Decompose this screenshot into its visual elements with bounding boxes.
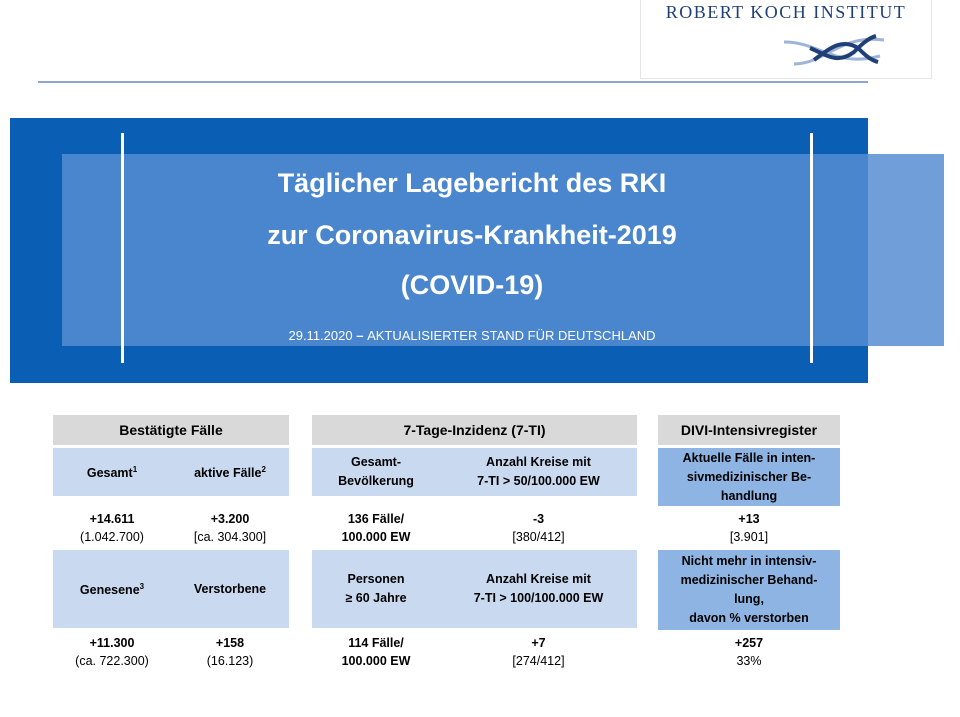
footnote-3: 3 — [139, 582, 145, 592]
report-title-line-2: zur Coronavirus-Krankheit-2019 — [267, 220, 677, 250]
header-divider — [38, 81, 868, 83]
cases-total-value — [53, 510, 171, 546]
districts-50-label-1: Anzahl Kreise mit — [486, 455, 591, 469]
districts-50-delta: -3 — [532, 512, 545, 526]
incidence-population-value-2: 100.000 EW — [341, 530, 411, 544]
districts-100-delta: +7 — [531, 636, 546, 650]
icu-current-label-3: handlung — [720, 488, 778, 503]
cases-active-sum: [ca. 304.300] — [193, 530, 267, 544]
recovered-sum: (ca. 722.300) — [75, 654, 149, 668]
icu-released-delta: +257 — [734, 636, 764, 650]
logo-text: ROBERT KOCH INSTITUT — [665, 2, 907, 22]
cases-total-label — [53, 448, 171, 496]
districts-50-total: [380/412] — [512, 530, 565, 544]
report-scope: AKTUALISIERTER STAND FÜR DEUTSCHLAND — [367, 328, 656, 343]
deaths-value — [171, 634, 289, 670]
icu-released-label-2: medizinischer Behand- — [680, 573, 818, 587]
cases-total-delta: +14.611 — [89, 512, 135, 526]
cases-active-label-text: aktive Fälle — [194, 466, 262, 481]
icu-current-total: [3.901] — [729, 530, 769, 544]
incidence-population-value-1: 136 Fälle/ — [347, 512, 405, 526]
incidence-elderly-label-2: ≥ 60 Jahre — [345, 591, 407, 605]
districts-100-label-2: 7-TI > 100/100.000 EW — [473, 591, 604, 605]
icu-current-label — [658, 448, 840, 506]
incidence-elderly-label — [312, 550, 440, 628]
icu-current-delta: +13 — [738, 512, 760, 526]
incidence-elderly-value-2: 100.000 EW — [341, 654, 411, 668]
recovered-label-text: Genesene — [79, 583, 140, 598]
districts-100-value — [440, 634, 637, 670]
districts-50-label-2: 7-TI > 50/100.000 EW — [477, 474, 600, 488]
districts-50-label — [440, 448, 637, 496]
cases-header: Bestätigte Fälle — [53, 415, 289, 445]
recovered-value — [53, 634, 171, 670]
report-title-line-1: Täglicher Lagebericht des RKI — [277, 168, 667, 198]
recovered-label — [53, 550, 171, 628]
cases-active-value — [171, 510, 289, 546]
incidence-elderly-label-1: Personen — [347, 572, 405, 586]
recovered-delta: +11.300 — [89, 636, 135, 650]
icu-released-death-percent: 33% — [736, 654, 762, 668]
deaths-sum: (16.123) — [206, 654, 254, 668]
deaths-delta: +158 — [215, 636, 245, 650]
report-date-line — [62, 328, 882, 343]
incidence-elderly-value-1: 114 Fälle/ — [348, 636, 404, 650]
incidence-population-label-1: Gesamt- — [350, 455, 402, 469]
incidence-population-label-2: Bevölkerung — [338, 474, 414, 488]
cases-active-delta: +3.200 — [210, 512, 250, 526]
incidence-elderly-value — [312, 634, 440, 670]
icu-released-label-3: lung, — [734, 592, 764, 606]
report-date: 29.11.2020 — [288, 328, 353, 343]
icu-released-label-1: Nicht mehr in intensiv- — [681, 554, 817, 568]
incidence-population-value — [312, 510, 440, 546]
districts-100-total: [274/412] — [512, 654, 565, 668]
icu-current-value — [658, 510, 840, 546]
icu-released-label — [658, 550, 840, 630]
cases-total-label-text: Gesamt — [86, 466, 133, 481]
icu-current-label-1: Aktuelle Fälle in inten- — [682, 450, 816, 465]
cases-active-label — [171, 448, 289, 496]
icu-released-label-4: davon % verstorben — [689, 611, 809, 625]
footnote-2: 2 — [261, 465, 266, 475]
incidence-population-label — [312, 448, 440, 496]
deaths-label: Verstorbene — [171, 550, 289, 628]
districts-100-label-1: Anzahl Kreise mit — [486, 572, 591, 586]
icu-current-label-2: sivmedizinischer Be- — [686, 469, 812, 484]
icu-released-value — [658, 634, 840, 670]
districts-50-value — [440, 510, 637, 546]
incidence-header: 7-Tage-Inzidenz (7-TI) — [312, 415, 637, 445]
rki-emblem-icon — [780, 24, 890, 74]
report-date-dash: – — [352, 328, 368, 343]
cases-total-sum: (1.042.700) — [80, 530, 144, 544]
report-title-line-3: (COVID-19) — [400, 270, 544, 300]
footnote-1: 1 — [132, 465, 138, 475]
districts-100-label — [440, 550, 637, 628]
divi-header: DIVI-Intensivregister — [658, 415, 840, 445]
